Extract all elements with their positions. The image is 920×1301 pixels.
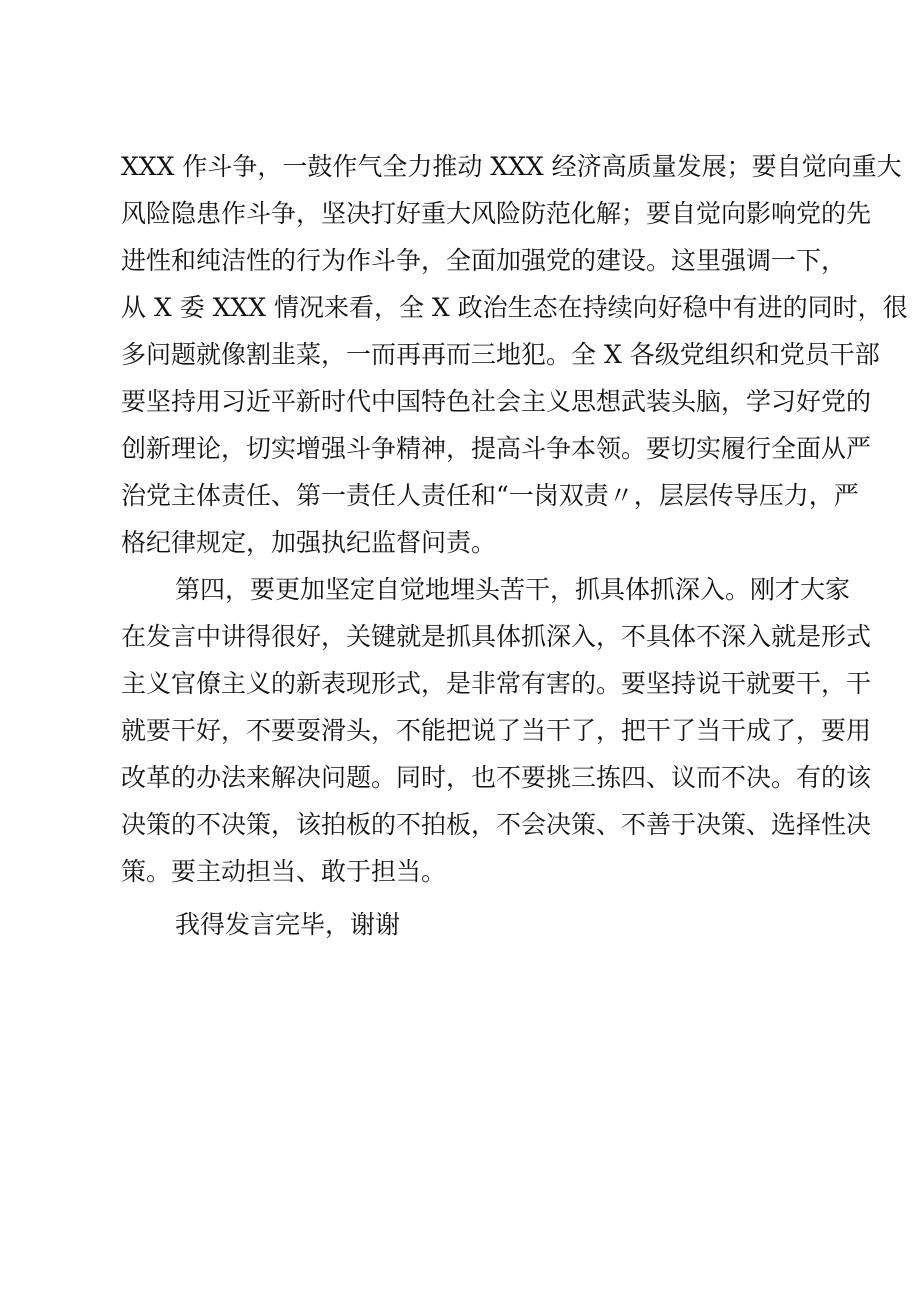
- text-line: 就要干好，不要耍滑头，不能把说了当干了，把干了当干成了，要用: [121, 716, 872, 745]
- text-line: 风险隐患作斗争，坚决打好重大风险防范化解；要自觉向影响党的先: [121, 199, 872, 228]
- text-line: 改革的办法来解决问题。同时，也不要挑三拣四、议而不决。有的该: [121, 763, 872, 792]
- text-line: 从 X 委 XXX 情况来看，全 X 政治生态在持续向好稳中有进的同时，很: [121, 293, 908, 322]
- text-line: 策。要主动担当、敢于担当。: [121, 857, 447, 886]
- text-line: 第四，要更加坚定自觉地埋头苦干，抓具体抓深入。刚才大家: [175, 575, 851, 604]
- text-line: 在发言中讲得很好，关键就是抓具体抓深入，不具体不深入就是形式: [121, 622, 872, 651]
- text-line: 多问题就像割韭菜，一而再再而三地犯。全 X 各级党组织和党员干部: [121, 340, 880, 369]
- text-line: 进性和纯洁性的行为作斗争，全面加强党的建设。这里强调一下，: [121, 246, 847, 275]
- text-line: 决策的不决策，该拍板的不拍板，不会决策、不善于决策、选择性决: [121, 810, 872, 839]
- text-line: 创新理论，切实增强斗争精神，提高斗争本领。要切实履行全面从严: [121, 434, 872, 463]
- text-line: 治党主体责任、第一责任人责任和“一岗双责〃，层层传导压力，严: [121, 481, 859, 510]
- document-body: [121, 143, 908, 948]
- text-line: 主义官僚主义的新表现形式，是非常有害的。要坚持说干就要干，干: [121, 669, 872, 698]
- closing-remark: 我得发言完毕，谢谢: [175, 910, 401, 939]
- paragraph-2: [121, 566, 872, 895]
- text-line: 格纪律规定，加强执纪监督问责。: [121, 528, 497, 557]
- text-line: 要坚持用习近平新时代中国特色社会主义思想武装头脑，学习好党的: [121, 387, 872, 416]
- paragraph-1: [121, 143, 908, 566]
- text-line: XXX 作斗争，一鼓作气全力推动 XXX 经济高质量发展；要自觉向重大: [121, 152, 902, 181]
